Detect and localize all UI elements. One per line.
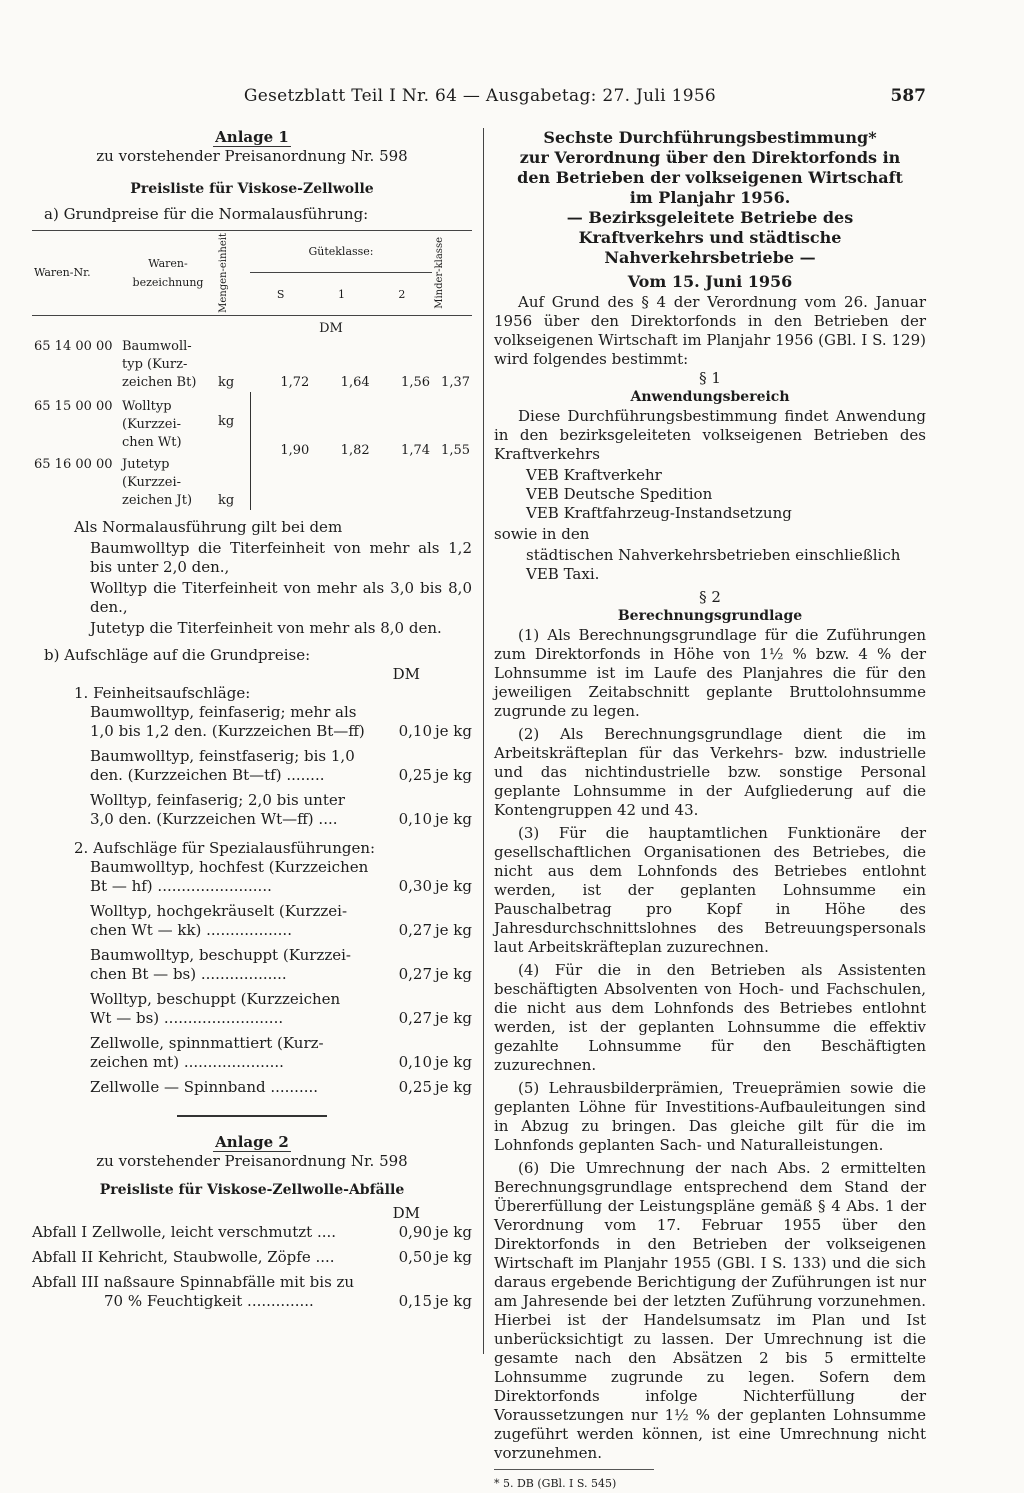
decree-title: Sechste Durchführungsbestimmung* bbox=[543, 128, 877, 147]
section-b-dm: DM bbox=[392, 664, 420, 683]
section-a-heading: a) Grundpreise für die Normalausführung: bbox=[44, 205, 369, 223]
anlage2-title: Anlage 2 bbox=[215, 1132, 289, 1151]
col-1: 1 bbox=[337, 287, 345, 301]
fee-item: Baumwolltyp, beschuppt (Kurzzei- chen Bt — bs) .................. 0,27 je kg bbox=[90, 945, 472, 983]
pricelist2-dm: DM bbox=[392, 1203, 420, 1222]
price-table bbox=[32, 230, 472, 510]
col-mengen: Mengen-einheit bbox=[218, 233, 229, 313]
fee-item: Baumwolltyp, feinstfaserig; bis 1,0 den. (Kurzzeichen Bt—tf) ........ 0,25 je kg bbox=[90, 746, 472, 784]
normal-jute: Jutetyp die Titerfeinheit von mehr als 8,0 den. bbox=[90, 618, 442, 637]
decree-subtitle: zur Verordnung über den Direktorfonds in den Betrieben der volkseigenen Wirtschaft im Planjahr 1956. bbox=[517, 148, 903, 207]
fee-item: Baumwolltyp, hochfest (Kurzzeichen Bt — hf) ........................ 0,30 je kg bbox=[90, 857, 472, 895]
section-separator bbox=[177, 1115, 327, 1117]
right-column bbox=[494, 128, 926, 1493]
col-s: S bbox=[276, 287, 285, 301]
anlage2-subtitle: zu vorstehender Preisanordnung Nr. 598 bbox=[96, 1151, 408, 1170]
para1-number: § 1 bbox=[699, 369, 721, 387]
abfall-item: Abfall I Zellwolle, leicht verschmutzt .... 0,90 je kg bbox=[32, 1222, 472, 1241]
fee-item: Zellwolle, spinnmattiert (Kurz- zeichen mt) ..................... 0,10 je kg bbox=[90, 1033, 472, 1071]
page-header bbox=[0, 86, 1024, 112]
veb-item: VEB Deutsche Spedition bbox=[526, 485, 713, 503]
decree-intro: Auf Grund des § 4 der Verordnung vom 26. Januar 1956 über den Direktorfonds in den Betrieben der volkseigenen Wirtschaft im Planjahr 1956 (GBl. I S. 129) wird folgendes bestimmt: bbox=[494, 293, 926, 368]
abfall-item: Abfall II Kehricht, Staubwolle, Zöpfe .... 0,50 je kg bbox=[32, 1247, 472, 1266]
col-2: 2 bbox=[398, 287, 406, 301]
decree-date: Vom 15. Juni 1956 bbox=[627, 272, 793, 291]
fee-item: Zellwolle — Spinnband .......... 0,25 je kg bbox=[90, 1077, 472, 1096]
col-minder: Minder-klasse bbox=[434, 237, 445, 309]
para2-number: § 2 bbox=[699, 588, 721, 606]
para2-title: Berechnungsgrundlage bbox=[617, 608, 803, 624]
page-number: 587 bbox=[890, 86, 926, 106]
left-column bbox=[32, 128, 472, 1311]
para1-title: Anwendungsbereich bbox=[630, 389, 790, 405]
column-divider bbox=[483, 128, 484, 1354]
veb-item: VEB Kraftfahrzeug-Instandsetzung bbox=[526, 504, 792, 522]
fee-item: Baumwolltyp, feinfaserig; mehr als 1,0 bis 1,2 den. (Kurzzeichen Bt—ff) 0,10 je kg bbox=[90, 702, 472, 740]
stadt-text: städtischen Nahverkehrsbetrieben einschließlich VEB Taxi. bbox=[526, 546, 901, 583]
decree-scope-title: — Bezirksgeleitete Betriebe des Kraftverkehrs und städtische Nahverkehrsbetriebe — bbox=[566, 208, 854, 267]
fee-item: Wolltyp, beschuppt (Kurzzeichen Wt — bs) ......................... 0,27 je kg bbox=[90, 989, 472, 1027]
fee-group2-heading: 2. Aufschläge für Spezialausführungen: bbox=[74, 838, 376, 857]
veb-item: VEB Kraftverkehr bbox=[526, 466, 662, 484]
table-row: 65 16 00 00 Jutetyp (Kurzzei- zeichen Jt) kg bbox=[32, 452, 472, 510]
normal-intro: Als Normalausführung gilt bei dem bbox=[74, 517, 343, 536]
para2-abs3: (3) Für die hauptamtlichen Funktionäre der gesellschaftlichen Organisationen des Betriebes, die nicht aus dem Lohnfonds des Betriebes entlohnt werden, ist der geplanten Lohnsumme ein Pauschalbetrag pro Kopf in Höhe des Jahresdurchschnittslohnes des Betreuungspersonals laut Arbeitskräfteplan zuzurechnen. bbox=[494, 824, 926, 956]
price-table-header bbox=[32, 231, 472, 273]
normal-baumwoll: Baumwolltyp die Titerfeinheit von mehr als 1,2 bis unter 2,0 den., bbox=[90, 538, 472, 576]
table-dm-label: DM bbox=[319, 320, 343, 336]
footnote: * 5. DB (GBl. I S. 545) bbox=[494, 1469, 654, 1493]
abfall-item-cont: 70 % Feuchtigkeit .............. 0,15 je kg bbox=[104, 1291, 472, 1310]
table-row: 65 14 00 00 Baumwoll- typ (Kurz- zeichen Bt) kg 1,72 1,64 1,56 1,37 bbox=[34, 338, 470, 390]
col-gute: Güteklasse: bbox=[308, 245, 374, 259]
para2-abs6: (6) Die Umrechnung der nach Abs. 2 ermittelten Berechnungsgrundlage entsprechend dem Stand der Übererfüllung der Leistungspläne gemäß § 4 Abs. 1 der Verordnung vom 17. Februar 1955 über den Direktorfonds in den Betrieben der volkseigenen Wirtschaft im Planjahr 1955 (GBl. I S. 133) und die sich daraus ergebende Berichtigung der Zuführungen ist nur am Jahresende bei der letzten Zuführung vorzunehmen. Hierbei ist der Handelsumsatz im Plan und Ist unberücksichtigt zu lassen. Der Umrechnung ist die gesamte nach den Absätzen 2 bis 5 ermittelte Lohnsumme zugrunde zu legen. Sofern dem Direktorfonds infolge Nichterfüllung der Voraussetzungen nur 1½ % der geplanten Lohnsumme zugeführt werden können, ist eine Umrechnung nicht vorzunehmen. bbox=[494, 1159, 926, 1462]
abfall-item: Abfall III naßsaure Spinnabfälle mit bis zu bbox=[32, 1272, 355, 1291]
para1-text: Diese Durchführungsbestimmung findet Anwendung in den bezirksgeleiteten volkseigenen Betrieben des Kraftverkehrs bbox=[494, 407, 926, 463]
para2-abs2: (2) Als Berechnungsgrundlage dient die im Arbeitskräfteplan für das Verkehrs- bzw. industrielle und das nichtindustrielle bzw. sonstige Personal geplante Lohnsumme in der Aufgliederung auf die Kontengruppen 42 und 43. bbox=[494, 725, 926, 819]
anlage1-title: Anlage 1 bbox=[215, 128, 289, 146]
fee-group1-heading: 1. Feinheitsaufschläge: bbox=[74, 683, 251, 702]
pricelist1-title: Preisliste für Viskose-Zellwolle bbox=[130, 181, 374, 197]
gazette-header-title: Gesetzblatt Teil I Nr. 64 — Ausgabetag: 27. Juli 1956 bbox=[243, 86, 717, 106]
section-b-heading: b) Aufschläge auf die Grundpreise: bbox=[44, 645, 311, 664]
anlage1-subtitle: zu vorstehender Preisanordnung Nr. 598 bbox=[96, 147, 408, 165]
col-waren-nr: Waren-Nr. bbox=[34, 266, 91, 280]
col-waren-bez: Waren-bezeichnung bbox=[132, 256, 204, 289]
normal-woll: Wolltyp die Titerfeinheit von mehr als 3,0 bis 8,0 den., bbox=[90, 578, 472, 616]
para2-abs1: (1) Als Berechnungsgrundlage für die Zuführungen zum Direktorfonds in Höhe von 1½ % bzw. 4 % der Lohnsumme ist im Laufe des Planjahres die für den jeweiligen Zeitabschnitt geplante Bruttolohnsumme zugrunde zu legen. bbox=[494, 626, 926, 720]
pricelist2-title: Preisliste für Viskose-Zellwolle-Abfälle bbox=[99, 1181, 405, 1198]
para2-abs5: (5) Lehrausbilderprämien, Treueprämien sowie die geplanten Löhne für Investitions-Aufbauleitungen sind in Abzug zu bringen. Das gleiche gilt für die im Lohnfonds geplanten Sach- und Naturalleistungen. bbox=[494, 1079, 926, 1154]
table-row: 65 15 00 00 Wolltyp (Kurzzei- chen Wt) kg 1,90 1,82 1,74 1,55 bbox=[32, 392, 472, 452]
sowie-text: sowie in den bbox=[494, 525, 590, 543]
fee-item: Wolltyp, hochgekräuselt (Kurzzei- chen Wt — kk) .................. 0,27 je kg bbox=[90, 901, 472, 939]
fee-item: Wolltyp, feinfaserig; 2,0 bis unter 3,0 den. (Kurzzeichen Wt—ff) .... 0,10 je kg bbox=[90, 790, 472, 828]
para2-abs4: (4) Für die in den Betrieben als Assistenten beschäftigten Absolventen von Hoch- und Fachschulen, die nicht aus dem Lohnfonds des Betriebes entlohnt werden, ist der geplanten Lohnsumme die effektiv gezahlte Lohnsumme für den Beschäftigten zuzurechnen. bbox=[494, 961, 926, 1074]
